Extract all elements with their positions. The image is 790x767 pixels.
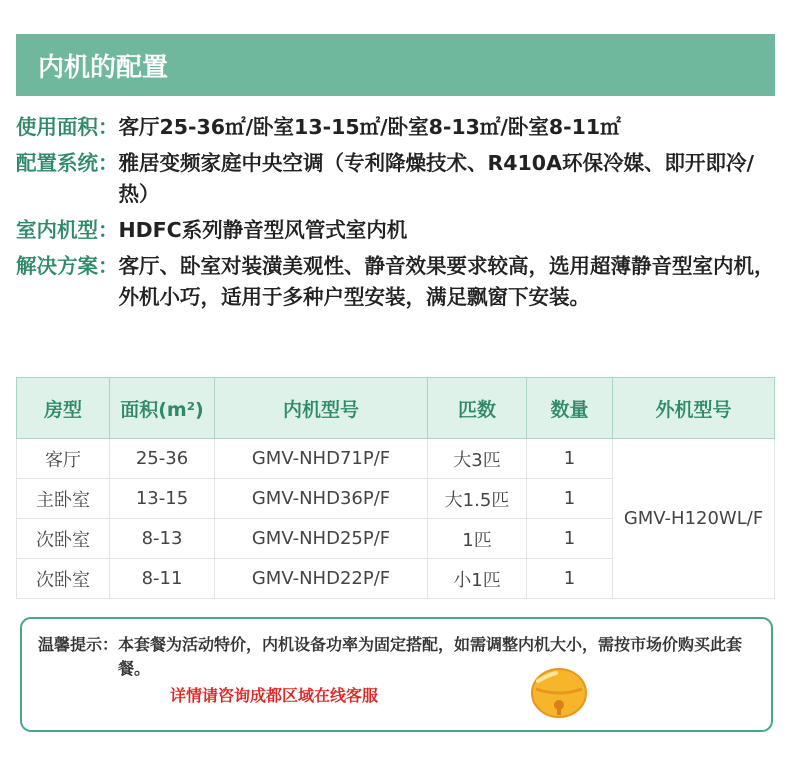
notice-text: 本套餐为活动特价，内机设备功率为固定搭配，如需调整内机大小，需按市场价购买此套餐。: [118, 635, 743, 678]
table-cell: GMV-NHD36P/F: [215, 479, 428, 519]
spec-label: 解决方案：: [16, 254, 119, 278]
table-cell: 小1匹: [428, 559, 527, 599]
spec-row-indoor-model: [16, 215, 776, 246]
column-header: 面积(m²): [110, 378, 215, 439]
column-header: 房型: [17, 378, 110, 439]
notice-box: [20, 617, 773, 732]
table-cell: 1: [527, 479, 613, 519]
spec-row-system: [16, 148, 776, 210]
section-header: [16, 34, 775, 96]
table-cell: 次卧室: [17, 519, 110, 559]
table-cell: GMV-NHD25P/F: [215, 519, 428, 559]
table-cell: 1: [527, 439, 613, 479]
config-table-wrap: [16, 377, 774, 599]
table-cell: GMV-NHD71P/F: [215, 439, 428, 479]
spec-label: 配置系统：: [16, 151, 119, 175]
column-header: 数量: [527, 378, 613, 439]
column-header: 内机型号: [215, 378, 428, 439]
table-cell: 主卧室: [17, 479, 110, 519]
customer-service-link[interactable]: 详情请咨询成都区域在线客服: [170, 686, 379, 705]
bell-icon: [528, 663, 590, 721]
spec-list: [16, 112, 776, 318]
spec-label: 使用面积：: [16, 115, 119, 139]
spec-value: HDFC系列静音型风管式室内机: [118, 218, 408, 242]
table-cell: 客厅: [17, 439, 110, 479]
spec-row-area: [16, 112, 776, 143]
table-cell: 8-13: [110, 519, 215, 559]
spec-value: 客厅25-36㎡/卧室13-15㎡/卧室8-13㎡/卧室8-11㎡: [118, 115, 621, 139]
notice-line: [38, 633, 755, 681]
table-cell: 1: [527, 519, 613, 559]
outdoor-model-cell: GMV-H120WL/F: [613, 439, 775, 599]
table-cell: 25-36: [110, 439, 215, 479]
column-header: 匹数: [428, 378, 527, 439]
table-cell: 8-11: [110, 559, 215, 599]
section-title: 内机的配置: [38, 52, 169, 83]
spec-value: 客厅、卧室对装潢美观性、静音效果要求较高，选用超薄静音型室内机，外机小巧，适用于多种户型安装，满足飘窗下安装。: [118, 254, 775, 309]
table-cell: 13-15: [110, 479, 215, 519]
notice-label: 温馨提示：: [38, 635, 119, 654]
spec-value: 雅居变频家庭中央空调（专利降燥技术、R410A环保冷媒、即开即冷/热）: [118, 151, 754, 206]
spec-row-solution: [16, 251, 776, 313]
table-cell: 大3匹: [428, 439, 527, 479]
table-cell: GMV-NHD22P/F: [215, 559, 428, 599]
spec-label: 室内机型：: [16, 218, 119, 242]
config-table: [16, 377, 775, 599]
table-cell: 1: [527, 559, 613, 599]
table-row: [17, 439, 775, 479]
table-header-row: [17, 378, 775, 439]
table-cell: 次卧室: [17, 559, 110, 599]
table-cell: 大1.5匹: [428, 479, 527, 519]
column-header: 外机型号: [613, 378, 775, 439]
table-cell: 1匹: [428, 519, 527, 559]
